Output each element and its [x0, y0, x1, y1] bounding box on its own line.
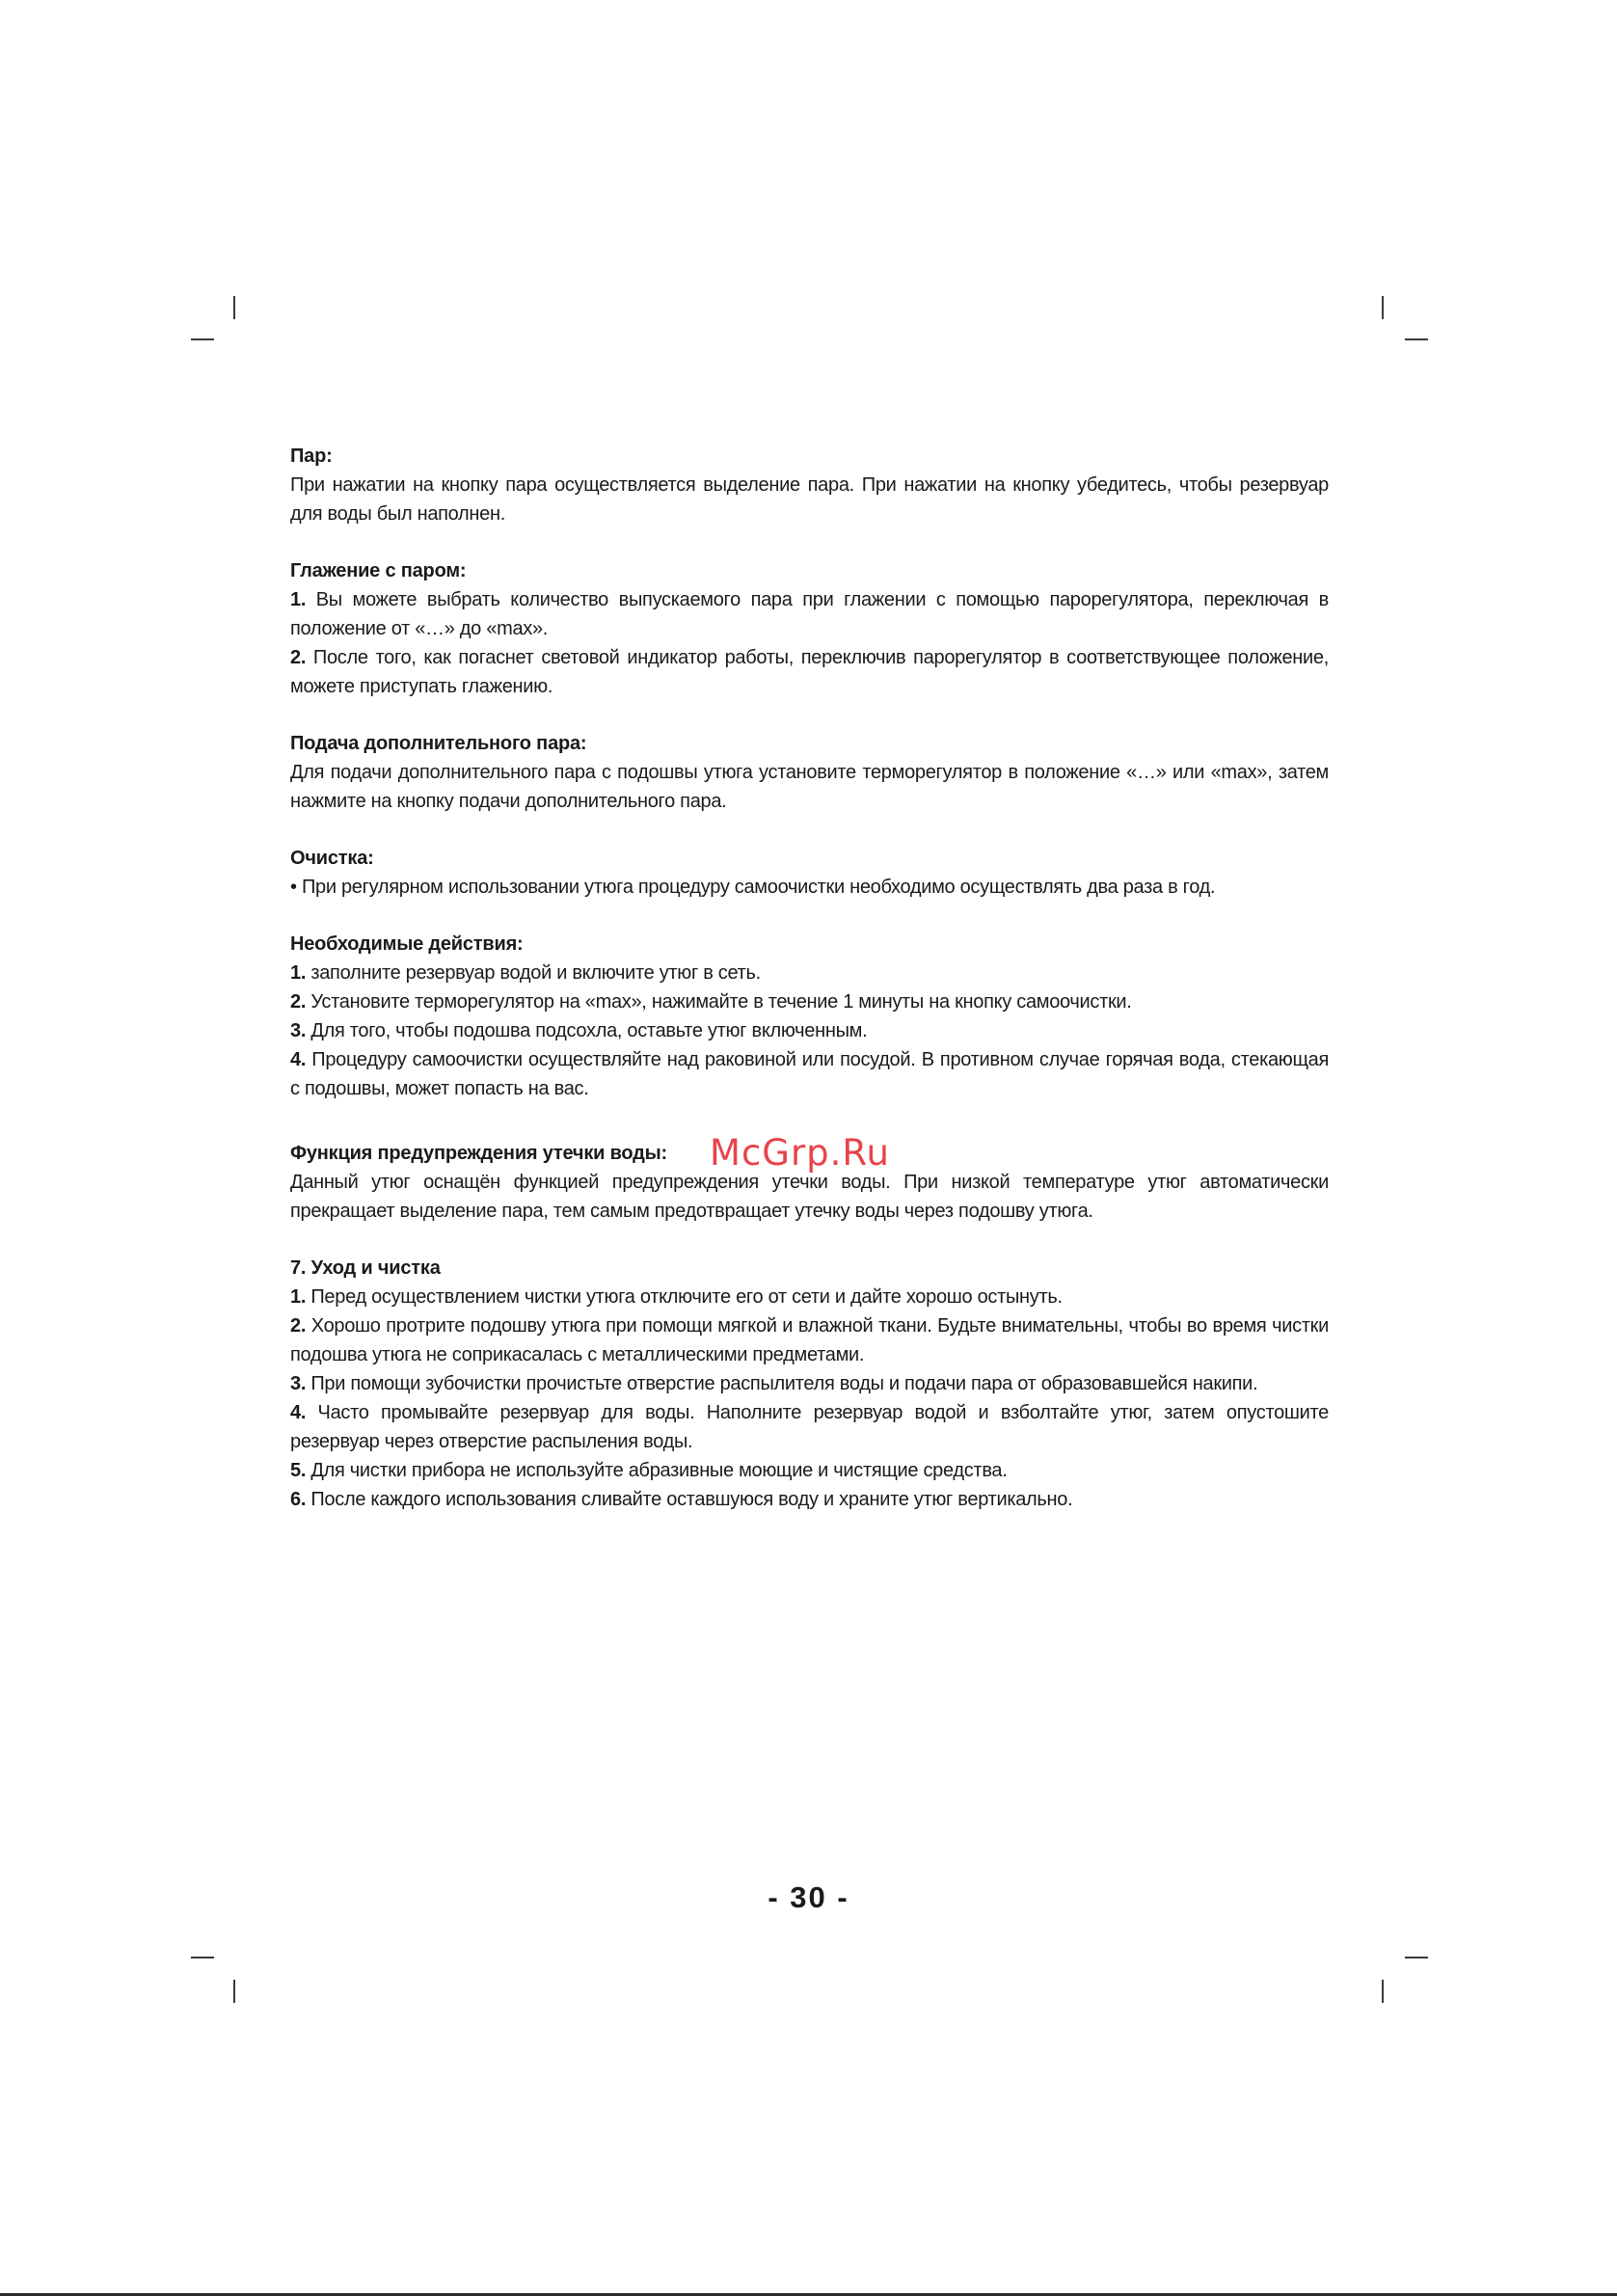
item-number: 1. [290, 1286, 307, 1308]
crop-mark-top-right-horizontal [1405, 338, 1428, 340]
crop-mark-top-right-vertical [1382, 296, 1384, 319]
paragraph-text: Перед осуществлением чистки утюга отключите его от сети и дайте хорошо остынуть. [306, 1286, 1063, 1308]
crop-mark-top-left-horizontal [191, 338, 214, 340]
section-header [290, 1131, 1329, 1174]
crop-mark-bottom-right-horizontal [1405, 1957, 1428, 1958]
paragraph [290, 987, 1329, 1016]
item-number: 6. [290, 1489, 307, 1510]
section [290, 556, 1329, 701]
paragraph [290, 959, 1329, 987]
section [290, 1131, 1329, 1226]
item-number: 4. [290, 1049, 307, 1070]
document-body [290, 442, 1329, 1542]
section [290, 844, 1329, 902]
crop-mark-bottom-left-vertical [233, 1980, 235, 2003]
section-heading: Необходимые действия: [290, 933, 524, 955]
paragraph-text: После того, как погаснет световой индикатор работы, переключив парорегулятор в соответствующее положение, можете приступать глажению. [290, 647, 1329, 697]
section-header [290, 442, 1329, 471]
section-header [290, 729, 1329, 758]
section-heading: Пар: [290, 446, 333, 467]
paragraph [290, 1311, 1329, 1369]
section-header [290, 844, 1329, 873]
item-number: 1. [290, 589, 307, 610]
paragraph [290, 585, 1329, 643]
paragraph-text: Для подачи дополнительного пара с подошвы утюга установите терморегулятор в положение «…» или «max», затем нажмите на кнопку подачи дополнительного пара. [290, 762, 1329, 812]
paragraph-text: Для чистки прибора не используйте абразивные моющие и чистящие средства. [306, 1460, 1008, 1481]
section [290, 930, 1329, 1103]
section-heading: Очистка: [290, 848, 374, 869]
section-heading: Глажение с паром: [290, 560, 467, 581]
item-number: 2. [290, 991, 307, 1013]
section-heading: Подача дополнительного пара: [290, 733, 587, 754]
paragraph-text: Для того, чтобы подошва подсохла, оставьте утюг включенным. [306, 1020, 868, 1041]
crop-mark-bottom-right-vertical [1382, 1980, 1384, 2003]
paragraph [290, 643, 1329, 701]
item-number: 4. [290, 1402, 307, 1423]
paragraph [290, 873, 1329, 902]
paragraph-text: Установите терморегулятор на «max», нажимайте в течение 1 минуты на кнопку самоочистки. [306, 991, 1132, 1013]
paragraph-text: Часто промывайте резервуар для воды. Наполните резервуар водой и взболтайте утюг, затем опустошите резервуар через отверстие распыления воды. [290, 1402, 1329, 1452]
section-header [290, 556, 1329, 585]
paragraph-text: При помощи зубочистки прочистьте отверстие распылителя воды и подачи пара от образовавшейся накипи. [306, 1373, 1258, 1394]
paragraph-text: • При регулярном использовании утюга процедуру самоочистки необходимо осуществлять два раза в год. [290, 877, 1216, 898]
item-number: 3. [290, 1373, 307, 1394]
section-header [290, 1254, 1329, 1283]
paragraph-text: Хорошо протрите подошву утюга при помощи мягкой и влажной ткани. Будьте внимательны, чтобы во время чистки подошва утюга не соприкасалась с металлическими предметами. [290, 1315, 1329, 1365]
paragraph [290, 1398, 1329, 1456]
paragraph [290, 1045, 1329, 1103]
paragraph [290, 1016, 1329, 1045]
section [290, 1254, 1329, 1514]
section-heading: Функция предупреждения утечки воды: [290, 1143, 668, 1164]
paragraph-text: Вы можете выбрать количество выпускаемого пара при глажении с помощью парорегулятора, переключая в положение от «…» до «max». [290, 589, 1329, 639]
item-number: 3. [290, 1020, 307, 1041]
paragraph [290, 758, 1329, 816]
paragraph-text: При нажатии на кнопку пара осуществляется выделение пара. При нажатии на кнопку убедитесь, чтобы резервуар для воды был наполнен. [290, 474, 1329, 525]
item-number: 2. [290, 1315, 307, 1337]
paragraph [290, 1369, 1329, 1398]
paragraph [290, 1168, 1329, 1226]
paragraph-text: Процедуру самоочистки осуществляйте над раковиной или посудой. В противном случае горячая вода, стекающая с подошвы, может попасть на вас. [290, 1049, 1329, 1099]
paragraph-text: После каждого использования сливайте оставшуюся воду и храните утюг вертикально. [306, 1489, 1073, 1510]
paragraph [290, 1456, 1329, 1485]
item-number: 1. [290, 962, 307, 984]
watermark-logo: McGrp.Ru [710, 1132, 890, 1174]
section [290, 442, 1329, 528]
paragraph [290, 1485, 1329, 1514]
paragraph-text: Данный утюг оснащён функцией предупреждения утечки воды. При низкой температуре утюг автоматически прекращает выделение пара, тем самым предотвращает утечку воды через подошву утюга. [290, 1172, 1329, 1222]
paragraph [290, 471, 1329, 528]
paragraph [290, 1283, 1329, 1311]
paragraph-text: заполните резервуар водой и включите утюг в сеть. [306, 962, 761, 984]
crop-mark-bottom-left-horizontal [191, 1957, 214, 1958]
item-number: 2. [290, 647, 307, 668]
item-number: 5. [290, 1460, 307, 1481]
crop-mark-top-left-vertical [233, 296, 235, 319]
page-number: - 30 - [768, 1880, 849, 1914]
section [290, 729, 1329, 816]
section-header [290, 930, 1329, 959]
section-heading: 7. Уход и чистка [290, 1257, 441, 1279]
